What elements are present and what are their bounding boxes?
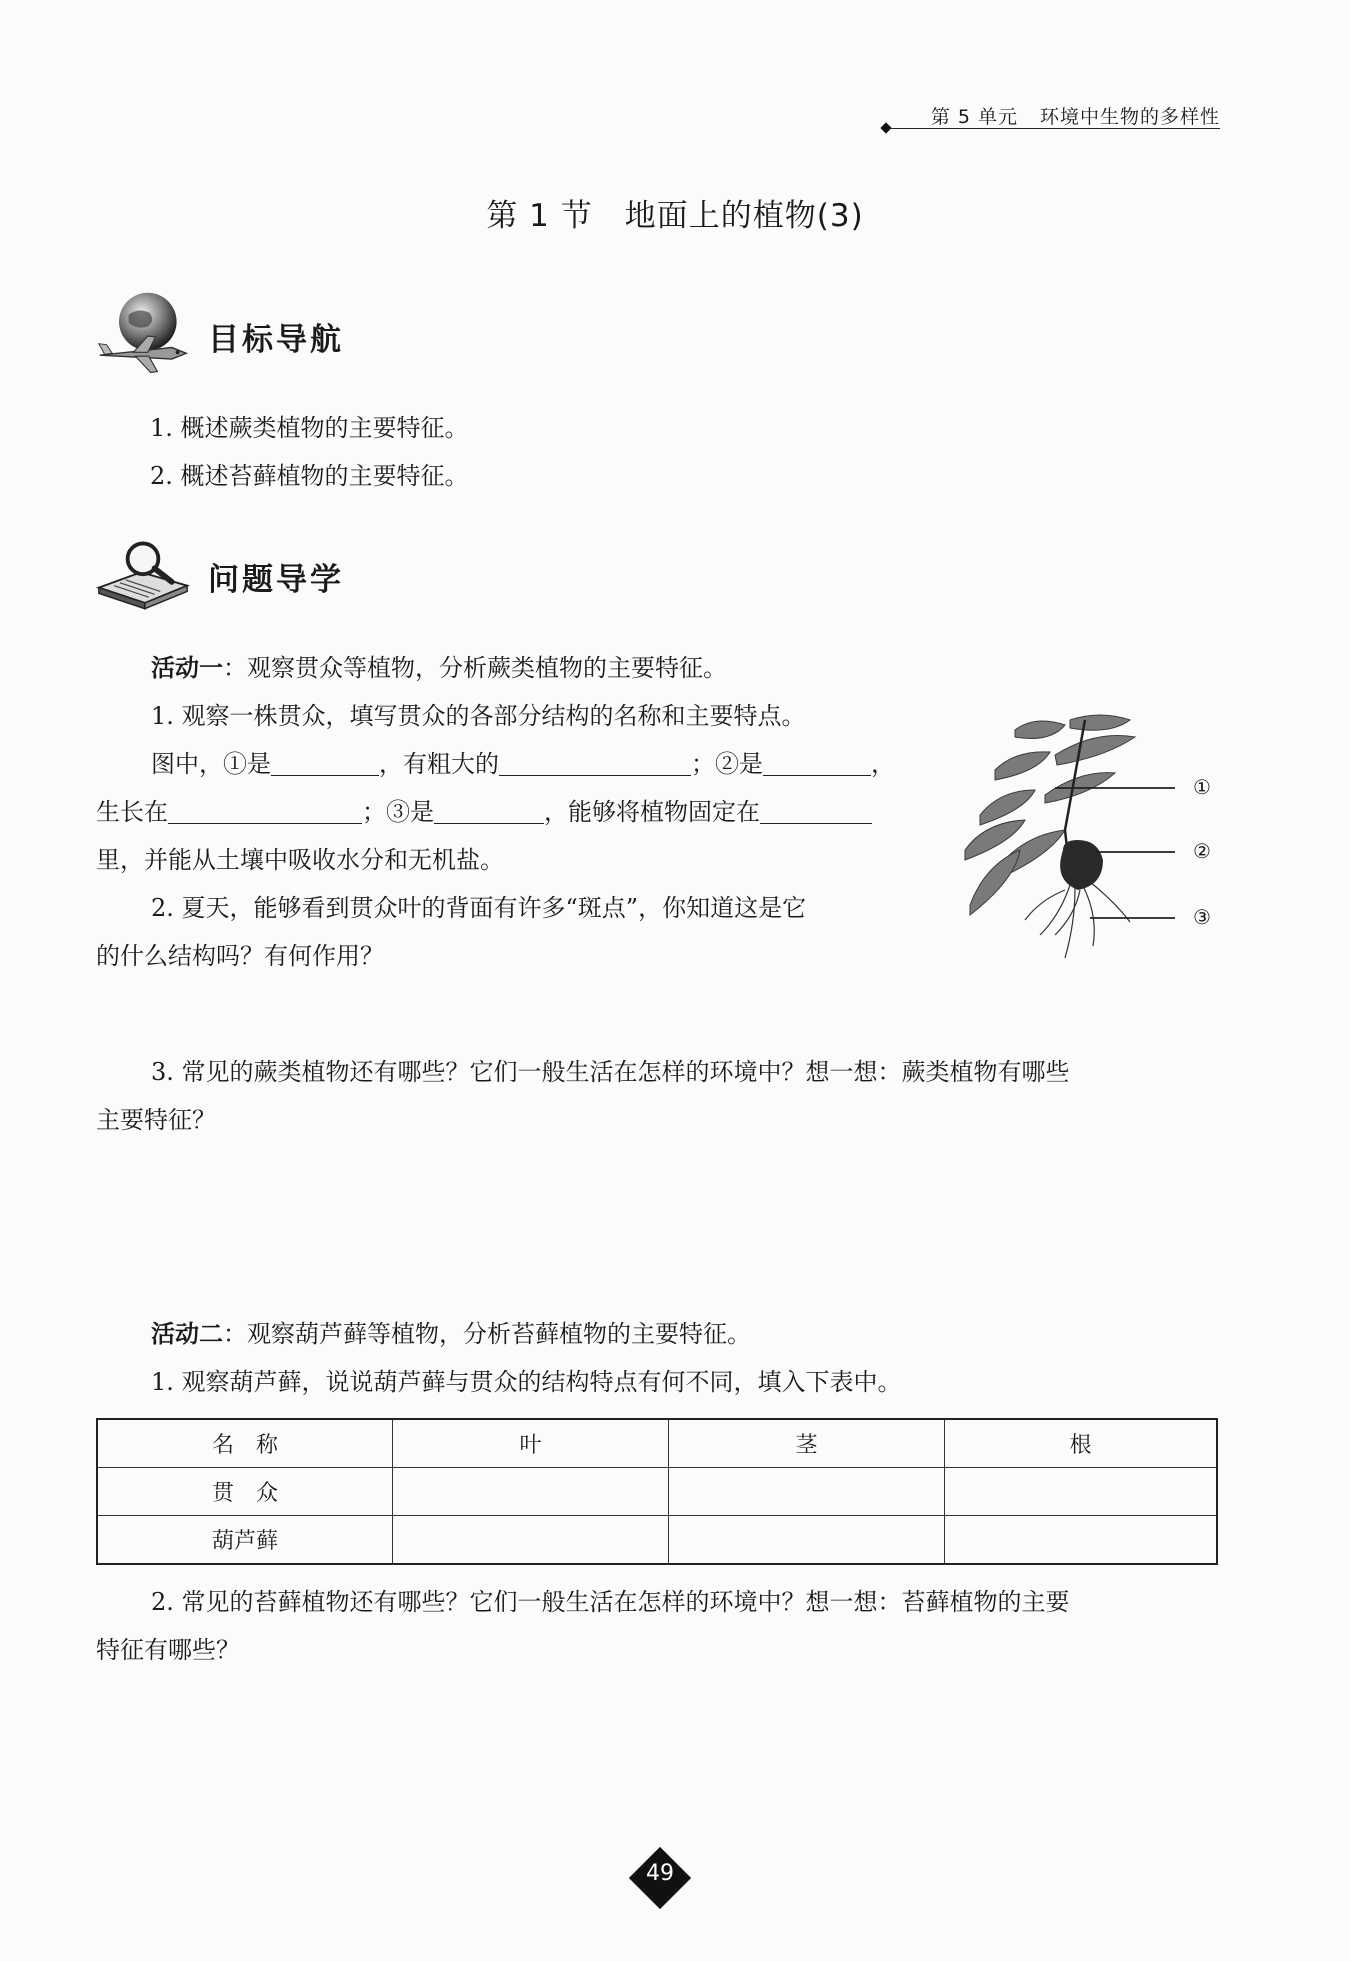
chapter-unit: 第 5 单元	[930, 106, 1018, 128]
table-row-label: 葫芦藓	[97, 1516, 393, 1565]
fill-text: ，	[871, 750, 895, 778]
activity1-fill-line2	[96, 788, 916, 836]
activity1-q3-line1: 3. 常见的蕨类植物还有哪些？它们一般生活在怎样的环境中？想一想：蕨类植物有哪些	[151, 1058, 1070, 1086]
blank-3-location[interactable]	[760, 795, 872, 824]
activity1-title: 活动一	[151, 654, 223, 682]
goal-item-1: 1. 概述蕨类植物的主要特征。	[150, 414, 469, 442]
activity1-q2-line2: 的什么结构吗？有何作用？	[96, 942, 384, 970]
fill-text: ；②是	[691, 750, 763, 778]
globe-airplane-icon	[95, 288, 191, 384]
activity1-q2-line1: 2. 夏天，能够看到贯众叶的背面有许多“斑点”，你知道这是它	[151, 894, 807, 922]
figure-label-2: ②	[1193, 839, 1211, 863]
activity1-fill-line1	[96, 740, 916, 788]
comparison-table	[96, 1418, 1218, 1565]
table-header-row	[97, 1419, 1217, 1468]
questions-heading: 问题导学	[208, 562, 344, 598]
activity2-intro-text: ：观察葫芦藓等植物，分析苔藓植物的主要特征。	[223, 1320, 751, 1348]
magnifier-book-icon	[95, 530, 191, 626]
activity1-fill-line3: 里，并能从土壤中吸收水分和无机盐。	[96, 846, 504, 874]
activity1-q3-line2: 主要特征？	[96, 1106, 216, 1134]
blank-1-part-name[interactable]	[271, 747, 379, 776]
table-header-cell: 茎	[669, 1419, 945, 1468]
blank-3-part-name[interactable]	[434, 795, 544, 824]
activity2-q2-line2: 特征有哪些？	[96, 1636, 240, 1664]
activity2-title: 活动二	[151, 1320, 223, 1348]
table-row	[97, 1516, 1217, 1565]
fill-text: ，能够将植物固定在	[544, 798, 760, 826]
table-cell[interactable]	[393, 1516, 669, 1565]
blank-1-feature[interactable]	[499, 747, 691, 776]
fill-text: 图中，①是	[151, 750, 271, 778]
chapter-header	[931, 102, 1220, 129]
blank-2-part-name[interactable]	[763, 747, 871, 776]
table-header-cell: 名 称	[97, 1419, 393, 1468]
goal-item-2: 2. 概述苔藓植物的主要特征。	[150, 462, 469, 490]
table-cell[interactable]	[669, 1516, 945, 1565]
table-header-cell: 根	[945, 1419, 1218, 1468]
table-row	[97, 1468, 1217, 1516]
header-rule	[888, 128, 1220, 129]
figure-label-1: ①	[1193, 775, 1211, 799]
table-cell[interactable]	[945, 1468, 1218, 1516]
goals-heading: 目标导航	[208, 322, 344, 358]
fill-text: 生长在	[96, 798, 168, 826]
fill-text: ；③是	[362, 798, 434, 826]
page-title: 第 1 节 地面上的植物(3)	[486, 198, 864, 234]
table-header-cell: 叶	[393, 1419, 669, 1468]
chapter-topic: 环境中生物的多样性	[1039, 106, 1220, 128]
table-cell[interactable]	[945, 1516, 1218, 1565]
page-number: 49	[646, 1861, 674, 1886]
activity2-q2-line1: 2. 常见的苔藓植物还有哪些？它们一般生活在怎样的环境中？想一想：苔藓植物的主要	[151, 1588, 1070, 1616]
activity2-q1: 1. 观察葫芦藓，说说葫芦藓与贯众的结构特点有何不同，填入下表中。	[151, 1368, 902, 1396]
table-row-label: 贯 众	[97, 1468, 393, 1516]
activity1-intro	[96, 644, 1226, 692]
activity1-intro-text: ：观察贯众等植物，分析蕨类植物的主要特征。	[223, 654, 727, 682]
blank-2-location[interactable]	[168, 795, 362, 824]
figure-label-3: ③	[1193, 905, 1211, 929]
activity1-q1: 1. 观察一株贯众，填写贯众的各部分结构的名称和主要特点。	[151, 702, 806, 730]
fill-text: ，有粗大的	[379, 750, 499, 778]
table-cell[interactable]	[669, 1468, 945, 1516]
activity2-intro	[96, 1310, 1226, 1358]
fern-illustration	[945, 700, 1230, 975]
table-cell[interactable]	[393, 1468, 669, 1516]
